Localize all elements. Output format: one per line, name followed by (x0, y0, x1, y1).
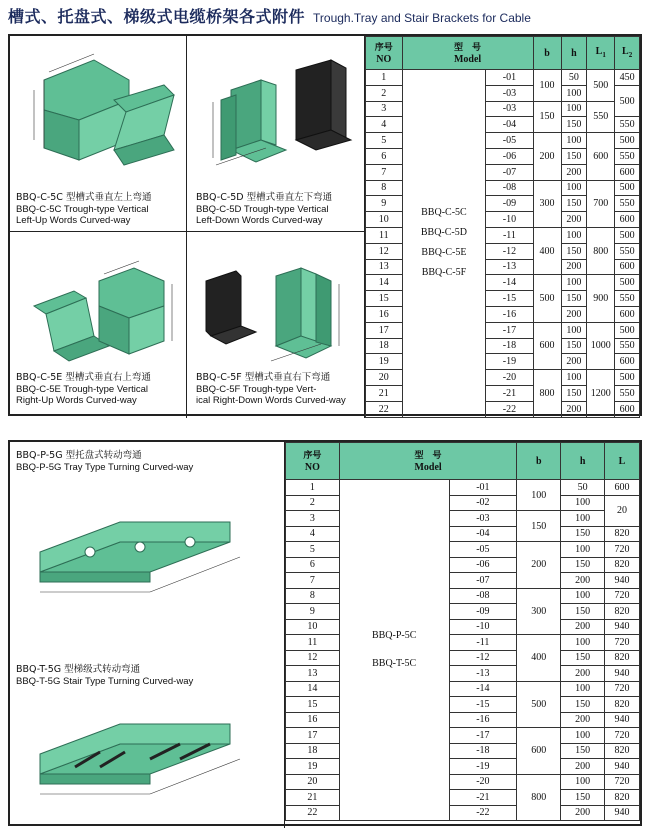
row-code: -08 (486, 180, 533, 196)
h-value: 100 (561, 322, 587, 338)
row-code: -16 (449, 712, 517, 728)
row-no: 11 (286, 635, 340, 651)
stair-turning-curve-drawing (30, 704, 260, 814)
row-no: 15 (286, 697, 340, 713)
row-no: 19 (366, 354, 403, 370)
title-zh: 槽式、托盘式、梯级式电缆桥架各式附件 (8, 7, 306, 26)
h-value: 200 (561, 712, 605, 728)
row-code: -17 (449, 728, 517, 744)
row-code: -04 (449, 526, 517, 542)
header-h: h (561, 443, 605, 480)
table-row (286, 511, 640, 527)
row-no: 10 (366, 212, 403, 228)
caption-stair (16, 664, 276, 687)
row-code: -10 (449, 619, 517, 635)
row-code: -19 (486, 354, 533, 370)
b-value: 300 (517, 588, 561, 635)
row-code: -03 (486, 85, 533, 101)
h-value: 100 (561, 511, 605, 527)
l-value: 720 (605, 728, 640, 744)
header-no: 序号 NO (366, 37, 403, 70)
h-value: 150 (561, 650, 605, 666)
h-value: 100 (561, 542, 605, 558)
l1-value: 600 (587, 133, 615, 180)
row-code: -06 (449, 557, 517, 573)
row-no: 4 (286, 526, 340, 542)
row-no: 18 (366, 338, 403, 354)
header-b: b (517, 443, 561, 480)
table-row (286, 774, 640, 790)
caption-tray-zh: BBQ-P-5G 型托盘式转动弯通 (16, 450, 142, 461)
l-value: 720 (605, 588, 640, 604)
h-value: 100 (561, 133, 587, 149)
l2-value: 500 (615, 322, 640, 338)
row-no: 8 (366, 180, 403, 196)
table-row (286, 495, 640, 511)
figure-5g (10, 442, 285, 828)
caption-5c-zh: BBQ-C-5C 型槽式垂直左上弯通 (16, 192, 152, 203)
row-no: 3 (366, 101, 403, 117)
h-value: 150 (561, 243, 587, 259)
l2-value: 550 (615, 243, 640, 259)
row-no: 14 (286, 681, 340, 697)
row-no: 6 (366, 148, 403, 164)
l2-value: 600 (615, 401, 640, 417)
table-row (286, 573, 640, 589)
h-value: 50 (561, 70, 587, 86)
row-no: 17 (366, 322, 403, 338)
header-model: 型 号 Model (402, 37, 533, 70)
l-value: 820 (605, 650, 640, 666)
row-code: -09 (449, 604, 517, 620)
row-no: 21 (366, 385, 403, 401)
h-value: 200 (561, 666, 605, 682)
row-code: -14 (486, 275, 533, 291)
row-code: -18 (486, 338, 533, 354)
h-value: 150 (561, 117, 587, 133)
b-value: 800 (517, 774, 561, 821)
row-code: -12 (486, 243, 533, 259)
table-row (286, 557, 640, 573)
model-cell (339, 480, 449, 821)
l-value: 940 (605, 619, 640, 635)
caption-5e-en1: BBQ-C-5E Trough-type Vertical (16, 383, 148, 395)
row-code: -09 (486, 196, 533, 212)
tray-turning-curve-drawing (30, 502, 260, 612)
row-code: -07 (449, 573, 517, 589)
top-section (8, 34, 642, 416)
l-value: 820 (605, 743, 640, 759)
caption-5c-en1: BBQ-C-5C Trough-type Vertical (16, 203, 149, 215)
h-value: 200 (561, 805, 605, 821)
row-code: -07 (486, 164, 533, 180)
table-row (286, 697, 640, 713)
h-value: 200 (561, 759, 605, 775)
h-value: 150 (561, 790, 605, 806)
h-value: 100 (561, 180, 587, 196)
h-value: 100 (561, 370, 587, 386)
title-en: Trough.Tray and Stair Brackets for Cable (313, 11, 531, 25)
table-row (366, 70, 640, 86)
caption-5d-en1: BBQ-C-5D Trough-type Vertical (196, 203, 329, 215)
l1-value: 500 (587, 70, 615, 102)
h-value: 200 (561, 401, 587, 417)
b-value: 400 (517, 635, 561, 682)
l2-value: 600 (615, 354, 640, 370)
l-value: 820 (605, 790, 640, 806)
b-value: 150 (533, 101, 561, 133)
model-name: BBQ-C-5C (421, 207, 467, 219)
row-code: -03 (486, 101, 533, 117)
row-code: -18 (449, 743, 517, 759)
row-code: -08 (449, 588, 517, 604)
header-l: L (605, 443, 640, 480)
h-value: 200 (561, 259, 587, 275)
h-value: 100 (561, 101, 587, 117)
caption-5e (16, 372, 186, 407)
h-value: 200 (561, 164, 587, 180)
h-value: 100 (561, 588, 605, 604)
row-code: -16 (486, 306, 533, 322)
l2-value: 500 (615, 275, 640, 291)
caption-5c (16, 192, 186, 227)
caption-5d (196, 192, 366, 227)
row-no: 16 (366, 306, 403, 322)
h-value: 150 (561, 385, 587, 401)
row-code: -04 (486, 117, 533, 133)
h-value: 100 (561, 495, 605, 511)
row-code: -11 (449, 635, 517, 651)
bottom-section (8, 440, 642, 826)
caption-5d-zh: BBQ-C-5D 型槽式垂直左下弯通 (196, 192, 333, 203)
table-row (286, 588, 640, 604)
row-no: 13 (366, 259, 403, 275)
row-no: 1 (286, 480, 340, 496)
h-value: 150 (561, 697, 605, 713)
l-value: 940 (605, 573, 640, 589)
model-name: BBQ-C-5E (421, 247, 467, 259)
l-value: 940 (605, 712, 640, 728)
table-row (286, 604, 640, 620)
trough-left-up-curve-drawing (14, 40, 184, 180)
table-row (286, 759, 640, 775)
model-name: BBQ-P-5C (371, 630, 417, 641)
table-row (286, 728, 640, 744)
row-code: -03 (449, 511, 517, 527)
table-row (286, 650, 640, 666)
row-no: 22 (366, 401, 403, 417)
h-value: 50 (561, 480, 605, 496)
row-code: -05 (486, 133, 533, 149)
l2-value: 550 (615, 385, 640, 401)
h-value: 150 (561, 291, 587, 307)
l1-value: 550 (587, 101, 615, 133)
l-value: 820 (605, 604, 640, 620)
row-no: 15 (366, 291, 403, 307)
l2-value: 450 (615, 70, 640, 86)
model-cell (402, 70, 486, 418)
row-code: -22 (449, 805, 517, 821)
row-no: 19 (286, 759, 340, 775)
model-name: BBQ-T-5C (372, 658, 417, 669)
row-no: 12 (286, 650, 340, 666)
row-no: 9 (366, 196, 403, 212)
b-value: 200 (533, 133, 561, 180)
caption-tray-en: BBQ-P-5G Tray Type Turning Curved-way (16, 461, 194, 473)
caption-5e-zh: BBQ-C-5E 型槽式垂直右上弯通 (16, 372, 151, 383)
row-code: -20 (486, 370, 533, 386)
row-code: -13 (486, 259, 533, 275)
table-row (286, 712, 640, 728)
row-code: -19 (449, 759, 517, 775)
row-code: -01 (449, 480, 517, 496)
caption-5f (196, 372, 366, 407)
b-value: 600 (533, 322, 561, 369)
l-value: 600 (605, 480, 640, 496)
h-value: 150 (561, 148, 587, 164)
row-no: 12 (366, 243, 403, 259)
b-value: 100 (517, 480, 561, 511)
table-row (286, 666, 640, 682)
h-value: 200 (561, 619, 605, 635)
row-no: 16 (286, 712, 340, 728)
row-no: 11 (366, 227, 403, 243)
caption-tray (16, 450, 276, 473)
header-model: 型 号 Model (339, 443, 516, 480)
row-no: 1 (366, 70, 403, 86)
row-no: 10 (286, 619, 340, 635)
bottom-spec-table (285, 442, 640, 821)
row-no: 6 (286, 557, 340, 573)
row-code: -21 (449, 790, 517, 806)
h-value: 100 (561, 85, 587, 101)
h-value: 100 (561, 635, 605, 651)
l-value: 940 (605, 805, 640, 821)
row-no: 20 (366, 370, 403, 386)
h-value: 150 (561, 338, 587, 354)
row-code: -15 (486, 291, 533, 307)
l2-value: 600 (615, 212, 640, 228)
l2-value: 600 (615, 164, 640, 180)
l-value: 720 (605, 635, 640, 651)
l2-value: 500 (615, 85, 640, 117)
row-no: 7 (286, 573, 340, 589)
row-no: 4 (366, 117, 403, 133)
trough-right-up-curve-drawing (14, 236, 184, 376)
header-h: h (561, 37, 587, 70)
row-code: -20 (449, 774, 517, 790)
table-row (286, 681, 640, 697)
l-value: 720 (605, 774, 640, 790)
row-no: 18 (286, 743, 340, 759)
header-l1: $L_1$ (587, 37, 615, 70)
l-value: 820 (605, 557, 640, 573)
page-title (8, 4, 531, 26)
l-value: 720 (605, 681, 640, 697)
header-no: 序号 NO (286, 443, 340, 480)
h-value: 150 (561, 526, 605, 542)
trough-right-down-curve-drawing (191, 236, 361, 376)
row-code: -14 (449, 681, 517, 697)
b-value: 400 (533, 227, 561, 274)
row-no: 8 (286, 588, 340, 604)
row-no: 14 (366, 275, 403, 291)
l2-value: 500 (615, 180, 640, 196)
row-no: 2 (366, 85, 403, 101)
h-value: 150 (561, 743, 605, 759)
caption-5c-en2: Left-Up Words Curved-way (16, 215, 131, 226)
table-row (286, 635, 640, 651)
table-row (286, 743, 640, 759)
row-code: -01 (486, 70, 533, 86)
caption-5f-en1: BBQ-C-5F Trough-type Vert- (196, 383, 317, 395)
model-name: BBQ-C-5F (421, 267, 467, 279)
l1-value: 700 (587, 180, 615, 227)
l2-value: 600 (615, 306, 640, 322)
l-value: 20 (605, 495, 640, 526)
table-row (286, 790, 640, 806)
caption-5d-en2: Left-Down Words Curved-way (196, 215, 323, 226)
caption-stair-en: BBQ-T-5G Stair Type Turning Curved-way (16, 675, 194, 687)
row-no: 5 (286, 542, 340, 558)
h-value: 200 (561, 573, 605, 589)
h-value: 200 (561, 306, 587, 322)
row-no: 17 (286, 728, 340, 744)
row-no: 7 (366, 164, 403, 180)
h-value: 100 (561, 774, 605, 790)
l2-value: 550 (615, 291, 640, 307)
l2-value: 550 (615, 148, 640, 164)
h-value: 100 (561, 275, 587, 291)
l-value: 820 (605, 526, 640, 542)
b-value: 500 (517, 681, 561, 728)
row-code: -22 (486, 401, 533, 417)
row-code: -06 (486, 148, 533, 164)
table-row (286, 805, 640, 821)
table-row (286, 480, 640, 496)
row-code: -13 (449, 666, 517, 682)
bottom-table-body (286, 480, 640, 821)
row-no: 3 (286, 511, 340, 527)
l2-value: 550 (615, 338, 640, 354)
b-value: 500 (533, 275, 561, 322)
row-no: 20 (286, 774, 340, 790)
model-name: BBQ-C-5D (420, 227, 467, 239)
caption-stair-zh: BBQ-T-5G 型梯级式转动弯通 (16, 664, 141, 675)
l2-value: 600 (615, 259, 640, 275)
caption-5f-en2: ical Right-Down Words Curved-way (196, 395, 346, 406)
row-code: -10 (486, 212, 533, 228)
top-spec-table (365, 36, 640, 418)
row-no: 5 (366, 133, 403, 149)
row-code: -15 (449, 697, 517, 713)
l-value: 940 (605, 666, 640, 682)
l-value: 820 (605, 697, 640, 713)
h-value: 200 (561, 212, 587, 228)
l2-value: 500 (615, 227, 640, 243)
caption-5e-en2: Right-Up Words Curved-way (16, 395, 137, 406)
l2-value: 500 (615, 133, 640, 149)
table-row (286, 542, 640, 558)
h-value: 200 (561, 354, 587, 370)
l2-value: 500 (615, 370, 640, 386)
row-code: -02 (449, 495, 517, 511)
row-code: -21 (486, 385, 533, 401)
l1-value: 1200 (587, 370, 615, 417)
b-value: 600 (517, 728, 561, 775)
h-value: 150 (561, 604, 605, 620)
top-table-body (366, 70, 640, 418)
l-value: 940 (605, 759, 640, 775)
b-value: 800 (533, 370, 561, 417)
l2-value: 550 (615, 117, 640, 133)
row-no: 2 (286, 495, 340, 511)
l-value: 720 (605, 542, 640, 558)
h-value: 100 (561, 681, 605, 697)
l1-value: 1000 (587, 322, 615, 369)
l2-value: 550 (615, 196, 640, 212)
caption-5f-zh: BBQ-C-5F 型槽式垂直右下弯通 (196, 372, 331, 383)
table-row (286, 526, 640, 542)
h-value: 150 (561, 196, 587, 212)
header-b: b (533, 37, 561, 70)
h-value: 150 (561, 557, 605, 573)
row-code: -12 (449, 650, 517, 666)
row-code: -11 (486, 227, 533, 243)
row-no: 13 (286, 666, 340, 682)
b-value: 100 (533, 70, 561, 102)
h-value: 100 (561, 227, 587, 243)
row-no: 21 (286, 790, 340, 806)
l1-value: 800 (587, 227, 615, 274)
trough-left-down-curve-drawing (191, 40, 361, 180)
header-l2: $L_2$ (615, 37, 640, 70)
row-no: 9 (286, 604, 340, 620)
b-value: 200 (517, 542, 561, 589)
row-code: -17 (486, 322, 533, 338)
b-value: 300 (533, 180, 561, 227)
b-value: 150 (517, 511, 561, 542)
row-no: 22 (286, 805, 340, 821)
h-value: 100 (561, 728, 605, 744)
row-code: -05 (449, 542, 517, 558)
l1-value: 900 (587, 275, 615, 322)
table-row (286, 619, 640, 635)
